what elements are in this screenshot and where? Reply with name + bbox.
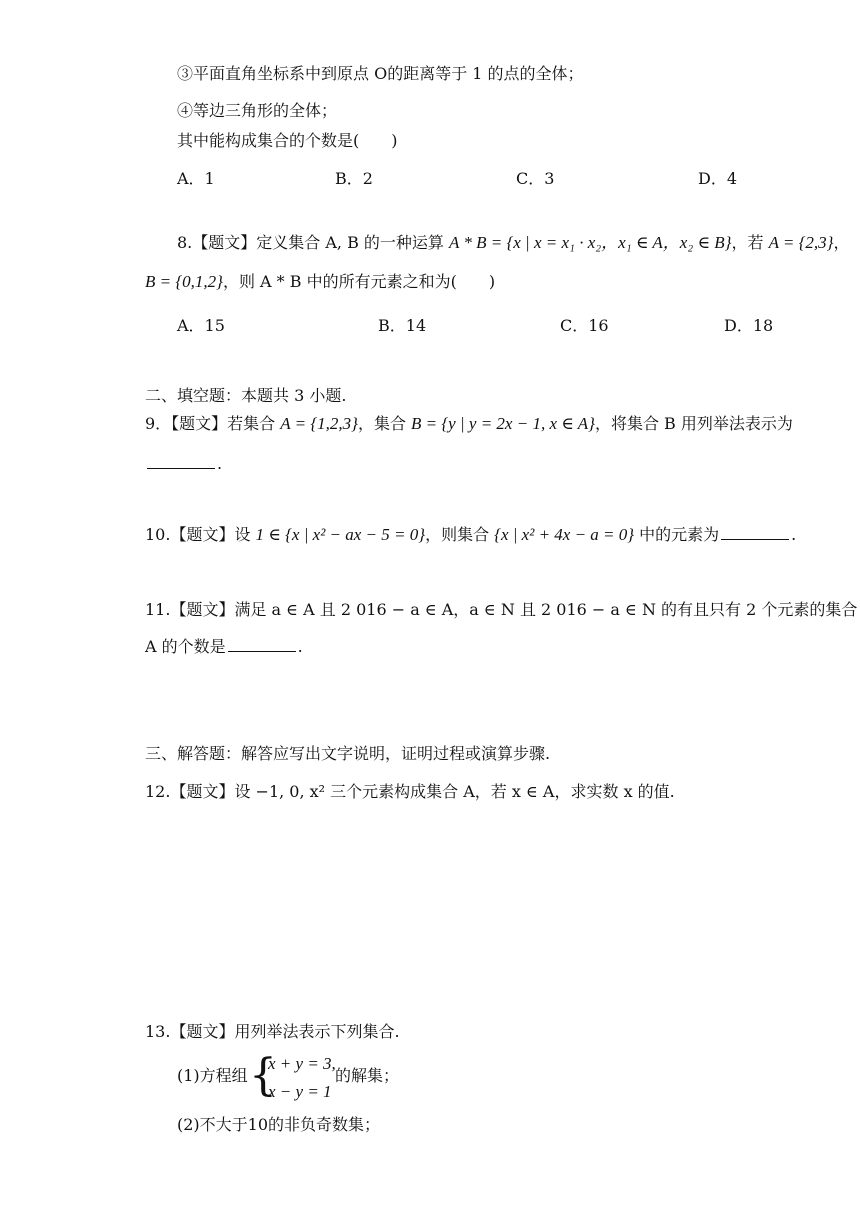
q10-prefix: 10.【题文】设 bbox=[145, 525, 256, 544]
q8-set-a: A = {2,3} bbox=[768, 233, 834, 252]
q10-end: . bbox=[791, 525, 797, 544]
q10-answer-blank[interactable] bbox=[721, 525, 789, 540]
q11-line1: 11.【题文】满足 a ∈ A 且 2 016 − a ∈ A，a ∈ N 且 2 016 − a ∈ N 的有且只有 2 个元素的集合 bbox=[145, 600, 858, 619]
q11-end: . bbox=[297, 637, 303, 656]
q9-prefix: 9．【题文】若集合 bbox=[145, 414, 281, 433]
section2-heading: 二、填空题：本题共 3 小题. bbox=[145, 386, 347, 405]
q9-line1 bbox=[145, 414, 793, 434]
q7-item3: ③平面直角坐标系中到原点 O的距离等于 1 的点的全体； bbox=[177, 64, 584, 83]
q13-eq1: x + y = 3, bbox=[268, 1054, 336, 1073]
q13-part1-suffix: 的解集； bbox=[335, 1066, 400, 1085]
q7-item4: ④等边三角形的全体； bbox=[177, 101, 338, 120]
q9-answer-blank[interactable] bbox=[147, 454, 215, 469]
q8-middle: ，若 bbox=[731, 233, 769, 252]
q10-suffix: 中的元素为 bbox=[634, 525, 720, 544]
q10-set2: {x | x² + 4x − a = 0} bbox=[494, 525, 635, 544]
q8-prefix: 8.【题文】定义集合 A, B 的一种运算 bbox=[177, 233, 450, 252]
q8-operation-formula: A * B = {x | x = x₁ · x₂，x₁ ∈ A，x₂ ∈ B} bbox=[449, 233, 732, 252]
q13-part1-prefix: (1)方程组 bbox=[177, 1066, 248, 1085]
q11-line2 bbox=[145, 637, 303, 657]
q8-option-d: D．18 bbox=[724, 316, 774, 335]
q13-stem: 13.【题文】用列举法表示下列集合. bbox=[145, 1022, 400, 1041]
q9-line2 bbox=[145, 454, 222, 474]
q8-line1-end: ， bbox=[833, 233, 850, 252]
q9-set-a: A = {1,2,3} bbox=[280, 414, 358, 433]
q8-option-a: A．15 bbox=[177, 316, 225, 335]
q12-text: 12.【题文】设 −1, 0, x² 三个元素构成集合 A，若 x ∈ A，求实数 x 的值. bbox=[145, 782, 675, 801]
q9-suffix: ，将集合 B 用列举法表示为 bbox=[594, 414, 793, 433]
q9-middle: ，集合 bbox=[357, 414, 412, 433]
q13-eq2: x − y = 1 bbox=[268, 1082, 332, 1101]
q7-stem: 其中能构成集合的个数是( ) bbox=[177, 131, 398, 150]
q13-part2: (2)不大于10的非负奇数集； bbox=[177, 1115, 381, 1134]
q7-option-c: C．3 bbox=[516, 169, 555, 188]
section3-heading: 三、解答题：解答应写出文字说明，证明过程或演算步骤. bbox=[145, 744, 551, 763]
q7-option-b: B．2 bbox=[335, 169, 373, 188]
q8-set-b: B = {0,1,2} bbox=[145, 272, 223, 291]
q7-option-a: A．1 bbox=[177, 169, 215, 188]
q8-option-b: B．14 bbox=[378, 316, 427, 335]
q13-system-brace: { bbox=[249, 1050, 277, 1101]
q7-option-d: D．4 bbox=[698, 169, 738, 188]
q8-option-c: C．16 bbox=[560, 316, 609, 335]
q10-line bbox=[145, 525, 796, 545]
q8-line1 bbox=[177, 233, 850, 253]
q9-end: . bbox=[217, 454, 223, 473]
q8-line2-text: ，则 A * B 中的所有元素之和为( ) bbox=[222, 272, 496, 291]
q11-line2-prefix: A 的个数是 bbox=[145, 637, 226, 656]
q11-answer-blank[interactable] bbox=[228, 637, 296, 652]
q10-middle: ，则集合 bbox=[425, 525, 495, 544]
q10-set1: 1 ∈ {x | x² − ax − 5 = 0} bbox=[255, 525, 426, 544]
q9-set-b: B = {y | y = 2x − 1, x ∈ A} bbox=[411, 414, 595, 433]
q8-line2 bbox=[145, 272, 495, 292]
